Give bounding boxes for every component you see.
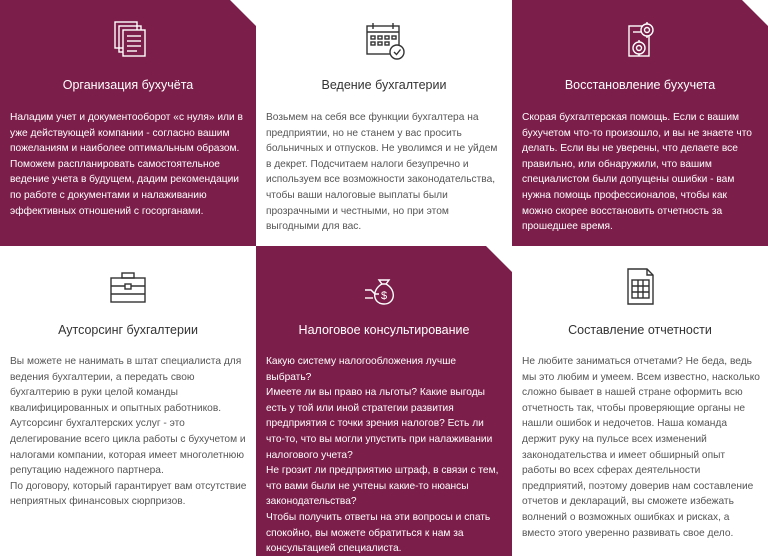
service-title: Налоговое консультирование	[298, 323, 470, 337]
service-title: Аутсорсинг бухгалтерии	[58, 323, 198, 337]
service-card-accounting[interactable]	[256, 0, 512, 246]
service-card-reporting[interactable]	[512, 246, 768, 556]
service-description: Какую систему налогообложения лучше выбрать? Имеете ли вы право на льготы? Какие выгоды есть у той или иной стратегии развития предприятия с точки зрения налогов? Есть ли что-то, что вы могли упустить при налаживании налогового учета? Не грозит ли предприятию штраф, в связи с тем, что вами были не учтены какие-то нюансы законодательства? Чтобы получить ответы на эти вопросы и спать спокойно, вы можете обратиться к нам за консультацией специалиста.	[266, 356, 499, 555]
svg-text:$: $	[380, 290, 388, 302]
service-title: Составление отчетности	[568, 323, 712, 337]
service-description: Скорая бухгалтерская помощь. Если с вашим бухучетом что-то произошло, и вы не знаете что делать. Если вы не уверены, что делаете все правильно, или обнаружили, что вашим специалистом были допущены ошибки - вам нужна помощь профессионалов, чтобы как можно скорее восстановить отчетность за прошедшее время.	[522, 112, 752, 233]
documents-stack-icon	[105, 18, 151, 58]
report-table-icon	[617, 266, 663, 306]
service-card-restoration[interactable]	[512, 0, 768, 246]
service-card-bookkeeping-setup[interactable]	[0, 0, 256, 246]
calendar-check-icon	[361, 20, 407, 60]
service-title: Ведение бухгалтерии	[321, 78, 447, 92]
service-card-tax-consulting[interactable]	[256, 246, 512, 556]
service-description: Вы можете не нанимать в штат специалиста для ведения бухгалтерии, а передать свою бухгалтерию в руки целой команды квалифицированных и опытных работников. Аутсорсинг бухгалтерских услуг - это делегирование всего цикла работы с бухучетом и налогами компании, которая имеет многолетнюю репутацию надежного партнера. По договору, который гарантирует вам отсутствие неприятных финансовых сюрпризов.	[10, 356, 247, 508]
gears-document-icon	[617, 20, 663, 60]
money-bag-hand-icon	[361, 268, 407, 308]
service-card-outsourcing[interactable]	[0, 246, 256, 556]
service-description: Возьмем на себя все функции бухгалтера на предприятии, но не станем у вас просить больничных и отпусков. Не уволимся и не уйдем в декрет. Подсчитаем налоги безупречно и используем все возможности законодательства, чтобы ваши налоговые выплаты были прозрачными и честными, но при этом выгодными для вас.	[266, 112, 498, 233]
service-title: Восстановление бухучета	[564, 78, 716, 92]
service-description: Наладим учет и документооборот «с нуля» или в уже действующей компании - согласно вашим пожеланиям и наиболее оптимальным образом. Поможем распланировать самостоятельное ведение учета в будущем, дадим рекомендации по работе с документами и налаживанию эффективных отношений с госорганами.	[10, 112, 243, 217]
service-title: Организация бухучёта	[62, 78, 194, 92]
briefcase-icon	[105, 268, 151, 308]
service-description: Не любите заниматься отчетами? Не беда, ведь мы это любим и умеем. Всем известно, насколько сложно бывает в нашей стране оформить всю отчетность так, чтобы проверяющие органы не нашли ошибок и недочетов. Наша команда держит руку на пульсе всех изменений законодательства и имеет обширный опыт работы во всех сферах деятельности предприятий, поэтому доверив нам составление отчетов и деклараций, вы сможете избежать волнений о возможных ошибках и рисках, а вместо этого уверенно развивать свое дело.	[522, 356, 760, 539]
